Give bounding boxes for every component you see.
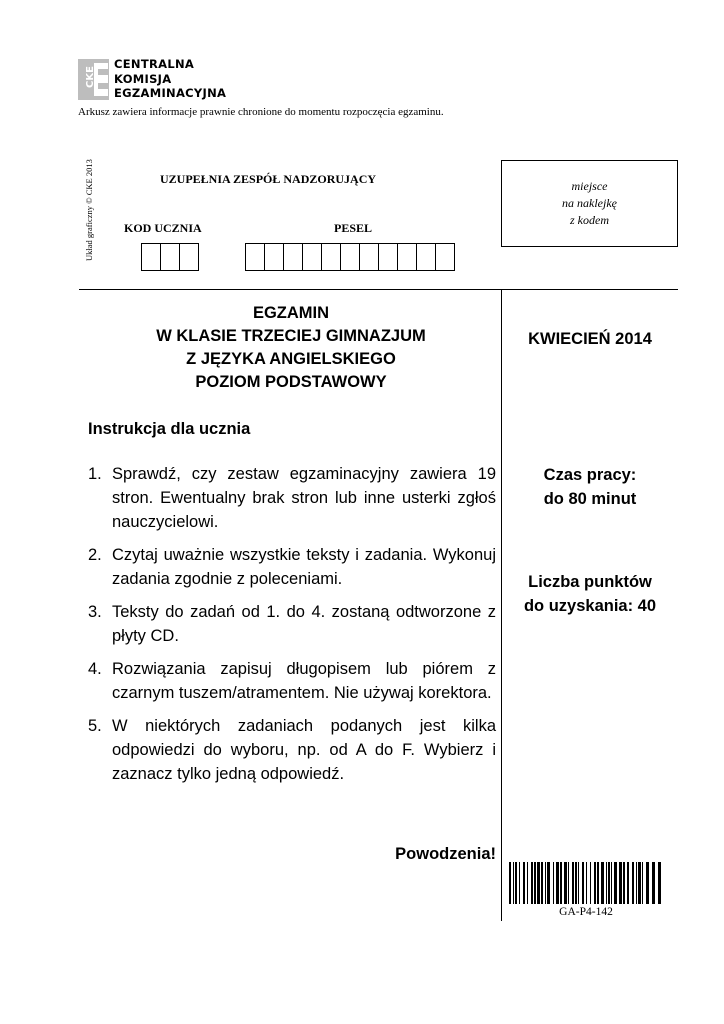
student-code-digit-box[interactable]	[179, 243, 199, 271]
barcode-bar	[619, 862, 622, 904]
barcode-bar	[534, 862, 536, 904]
barcode-bar	[509, 862, 511, 904]
barcode-bar	[606, 862, 607, 904]
pesel-label: PESEL	[334, 221, 373, 235]
pesel-digit-box[interactable]	[340, 243, 360, 271]
logo-line-2: KOMISJA	[114, 71, 172, 86]
vertical-divider	[501, 289, 502, 921]
instruction-item	[88, 462, 496, 534]
working-time-line-2: do 80 minut	[543, 490, 637, 508]
barcode-bar	[636, 862, 637, 904]
barcode-bar	[578, 862, 579, 904]
logo-line-3: EGZAMINACYJNA	[114, 86, 227, 100]
barcode-bar	[523, 862, 525, 904]
barcode-bar	[537, 862, 540, 904]
barcode-bar	[513, 862, 514, 904]
instruction-item	[88, 600, 496, 648]
instruction-number: 5.	[88, 717, 102, 735]
exam-title-line-2: W KLASIE TRZECIEJ GIMNAZJUM	[156, 327, 426, 345]
pesel-digit-box[interactable]	[435, 243, 455, 271]
pesel-digit-box[interactable]	[359, 243, 379, 271]
max-points-line-1: Liczba punktów	[528, 573, 652, 591]
horizontal-divider	[79, 289, 678, 290]
exam-title-line-1: EGZAMIN	[252, 304, 330, 322]
barcode-bar	[632, 862, 634, 904]
instruction-number: 4.	[88, 660, 102, 678]
barcode-bar	[575, 862, 577, 904]
barcode-bar	[608, 862, 610, 904]
barcode-bar	[658, 862, 661, 904]
barcode-bar	[547, 862, 550, 904]
barcode-label: GA-P4-142	[559, 906, 613, 918]
barcode-bar	[611, 862, 612, 904]
student-code-boxes[interactable]	[142, 243, 199, 271]
barcode-bar	[601, 862, 604, 904]
graphic-layout-credit-text: Układ graficzny © CKE 2013	[84, 159, 94, 261]
barcode-bar	[594, 862, 596, 904]
barcode-bar	[590, 862, 591, 904]
student-code-digit-box[interactable]	[160, 243, 180, 271]
barcode-bar	[646, 862, 649, 904]
barcode-bar	[553, 862, 554, 904]
sticker-line-1: miejsce	[571, 179, 608, 193]
barcode-sticker-area	[501, 160, 678, 247]
pesel-digit-box[interactable]	[397, 243, 417, 271]
barcode-bar	[586, 862, 587, 904]
instruction-text: W niektórych zadaniach podanych jest kilka odpowiedzi do wyboru, np. od A do F. Wybierz i zaznacz tylko jedną odpowiedź.	[112, 717, 496, 783]
barcode-bar	[560, 862, 562, 904]
student-code-label: KOD UCZNIA	[124, 221, 202, 235]
cke-logo	[78, 57, 233, 107]
working-time	[505, 463, 675, 511]
barcode-bar	[527, 862, 528, 904]
instruction-text: Rozwiązania zapisuj długopisem lub piórem z czarnym tuszem/atramentem. Nie używaj korektora.	[112, 660, 496, 702]
pesel-digit-box[interactable]	[416, 243, 436, 271]
instruction-item	[88, 657, 496, 705]
instruction-number: 2.	[88, 546, 102, 564]
pesel-boxes[interactable]	[246, 243, 455, 271]
barcode-bar	[564, 862, 567, 904]
barcode-bar	[515, 862, 517, 904]
confidentiality-notice: Arkusz zawiera informacje prawnie chronione do momentu rozpoczęcia egzaminu.	[78, 106, 444, 118]
max-points	[505, 570, 675, 618]
barcode-bar	[642, 862, 643, 904]
instruction-text: Sprawdź, czy zestaw egzaminacyjny zawiera 19 stron. Ewentualny brak stron lub inne usterki zgłoś nauczycielowi.	[112, 465, 496, 531]
logo-line-1: CENTRALNA	[114, 57, 195, 71]
good-luck-text: Powodzenia!	[395, 845, 496, 863]
pesel-digit-box[interactable]	[283, 243, 303, 271]
barcode-bar	[627, 862, 629, 904]
barcode-bar	[572, 862, 574, 904]
cke-logo-mark-letters: CKE	[85, 66, 96, 88]
exam-title-line-4: POZIOM PODSTAWOWY	[195, 373, 387, 391]
barcode-bar	[541, 862, 543, 904]
instructions-list	[88, 462, 496, 795]
barcode-bar	[614, 862, 617, 904]
student-code-digit-box[interactable]	[141, 243, 161, 271]
barcode-bar	[531, 862, 533, 904]
instruction-number: 1.	[88, 465, 102, 483]
barcode-bar	[638, 862, 641, 904]
graphic-layout-credit	[84, 156, 92, 271]
sticker-line-3: z kodem	[570, 213, 609, 227]
barcode-bar	[519, 862, 520, 904]
pesel-digit-box[interactable]	[245, 243, 265, 271]
instruction-item	[88, 714, 496, 786]
pesel-digit-box[interactable]	[302, 243, 322, 271]
barcode-bar	[623, 862, 625, 904]
barcode-bar	[652, 862, 655, 904]
instruction-number: 3.	[88, 603, 102, 621]
instruction-item	[88, 543, 496, 591]
max-points-line-2: do uzyskania: 40	[523, 597, 657, 615]
pesel-digit-box[interactable]	[321, 243, 341, 271]
working-time-line-1: Czas pracy:	[543, 466, 637, 484]
pesel-digit-box[interactable]	[264, 243, 284, 271]
barcode-bar	[568, 862, 569, 904]
exam-title	[86, 302, 496, 394]
exam-title-line-3: Z JĘZYKA ANGIELSKIEGO	[186, 350, 396, 368]
instructions-heading: Instrukcja dla ucznia	[88, 420, 251, 438]
barcode-bar	[582, 862, 584, 904]
instruction-text: Czytaj uważnie wszystkie teksty i zadania. Wykonuj zadania zgodnie z poleceniami.	[112, 546, 496, 588]
barcode-icon	[509, 862, 663, 904]
barcode-bar	[597, 862, 599, 904]
supervisors-heading: UZUPEŁNIA ZESPÓŁ NADZORUJĄCY	[160, 172, 377, 186]
sticker-line-2: na naklejkę	[562, 196, 617, 210]
barcode-bar	[556, 862, 559, 904]
instruction-text: Teksty do zadań od 1. do 4. zostaną odtworzone z płyty CD.	[112, 603, 496, 645]
cke-logo-mark	[78, 59, 109, 100]
barcode-bar	[545, 862, 546, 904]
exam-date: KWIECIEŃ 2014	[528, 330, 652, 348]
pesel-digit-box[interactable]	[378, 243, 398, 271]
